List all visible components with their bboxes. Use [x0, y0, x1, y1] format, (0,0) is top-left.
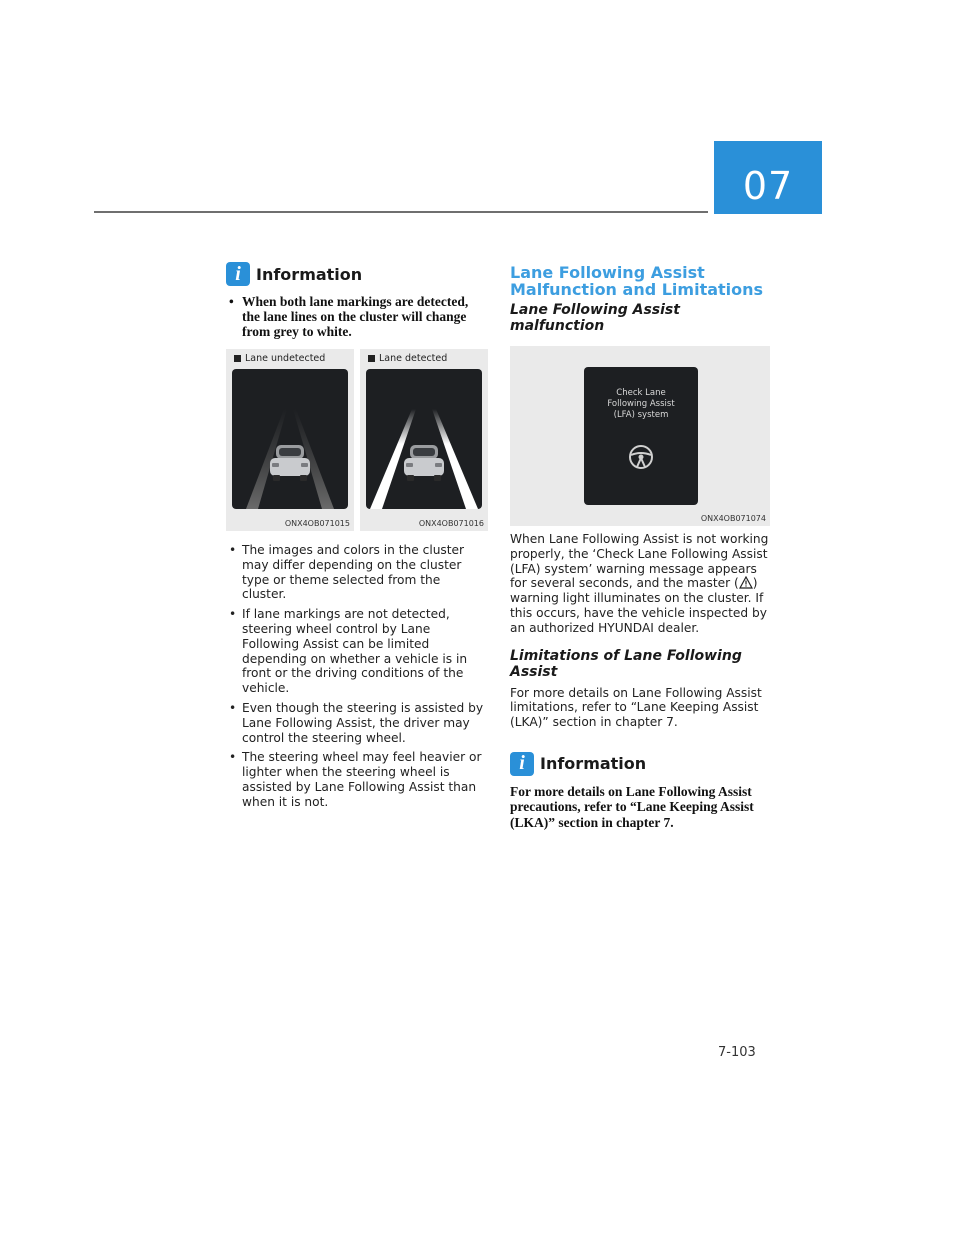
- left-column: [226, 262, 488, 815]
- page-number: 7-103: [718, 1045, 756, 1060]
- lane-graphic: [366, 369, 482, 509]
- figure-lfa-warning: [510, 346, 770, 526]
- info-bullet: • When both lane markings are detected, the lane lines on the cluster will change from grey to white.: [226, 294, 488, 339]
- square-bullet-icon: [368, 355, 375, 362]
- info-heading: [510, 752, 772, 776]
- header-rule: [94, 211, 708, 213]
- lane-graphic: [232, 369, 348, 509]
- figure-code: ONX4OB071015: [284, 519, 350, 528]
- car-icon: [404, 445, 444, 481]
- steering-wheel-icon: [626, 442, 656, 472]
- subheading-malfunction: Lane Following Assist malfunction: [510, 302, 680, 334]
- list-item: • The steering wheel may feel heavier or lighter when the steering wheel is assisted by Lane Following Assist than when it is not.: [226, 750, 488, 809]
- figure-lane-detected: [360, 349, 488, 531]
- info-title: Information: [256, 264, 363, 284]
- list-item: • Even though the steering is assisted by Lane Following Assist, the driver may control the steering wheel.: [226, 701, 488, 745]
- chapter-tab: [714, 141, 822, 214]
- figure-lane-undetected: [226, 349, 354, 531]
- chapter-number: 07: [742, 164, 794, 208]
- master-warning-icon: [739, 576, 753, 589]
- lane-figures: [226, 349, 488, 531]
- cluster-message: Check Lane Following Assist (LFA) system: [607, 388, 675, 420]
- cluster-screen: [232, 369, 348, 509]
- list-item: • The images and colors in the cluster may differ depending on the cluster type or theme selected from the cluster.: [226, 543, 488, 602]
- info-text: For more details on Lane Following Assist precautions, refer to “Lane Keeping Assist (LKA)” section in chapter 7.: [510, 783, 754, 830]
- info-icon: i: [226, 262, 250, 286]
- section-title: Lane Following Assist Malfunction and Limitations: [510, 263, 764, 299]
- limitations-text: For more details on Lane Following Assist limitations, refer to “Lane Keeping Assist (LKA)” section in chapter 7.: [510, 685, 762, 730]
- info-heading: [226, 262, 488, 286]
- cluster-screen: [584, 367, 698, 505]
- notes-list: [226, 543, 488, 810]
- square-bullet-icon: [234, 355, 241, 362]
- figure-caption: Lane undetected: [234, 353, 325, 364]
- cluster-screen: [366, 369, 482, 509]
- list-item: • If lane markings are not detected, steering wheel control by Lane Following Assist can be limited depending on whether a vehicle is in front or the driving conditions of the vehicle.: [226, 607, 488, 696]
- info-title: Information: [540, 754, 647, 774]
- figure-code: ONX4OB071016: [418, 519, 484, 528]
- car-icon: [270, 445, 310, 481]
- figure-caption: Lane detected: [368, 353, 447, 364]
- malfunction-text: When Lane Following Assist is not working properly, the ‘Check Lane Following Assist (LFA) system’ warning message appears for several seconds, and the master ( ) warning light illuminates on the cluster. If this occurs, have the vehicle inspected by an authorized HYUNDAI dealer.: [510, 532, 769, 635]
- figure-code: ONX4OB071074: [700, 514, 766, 523]
- subheading-limitations: Limitations of Lane Following Assist: [510, 647, 742, 680]
- right-column: [510, 264, 772, 830]
- info-icon: i: [510, 752, 534, 776]
